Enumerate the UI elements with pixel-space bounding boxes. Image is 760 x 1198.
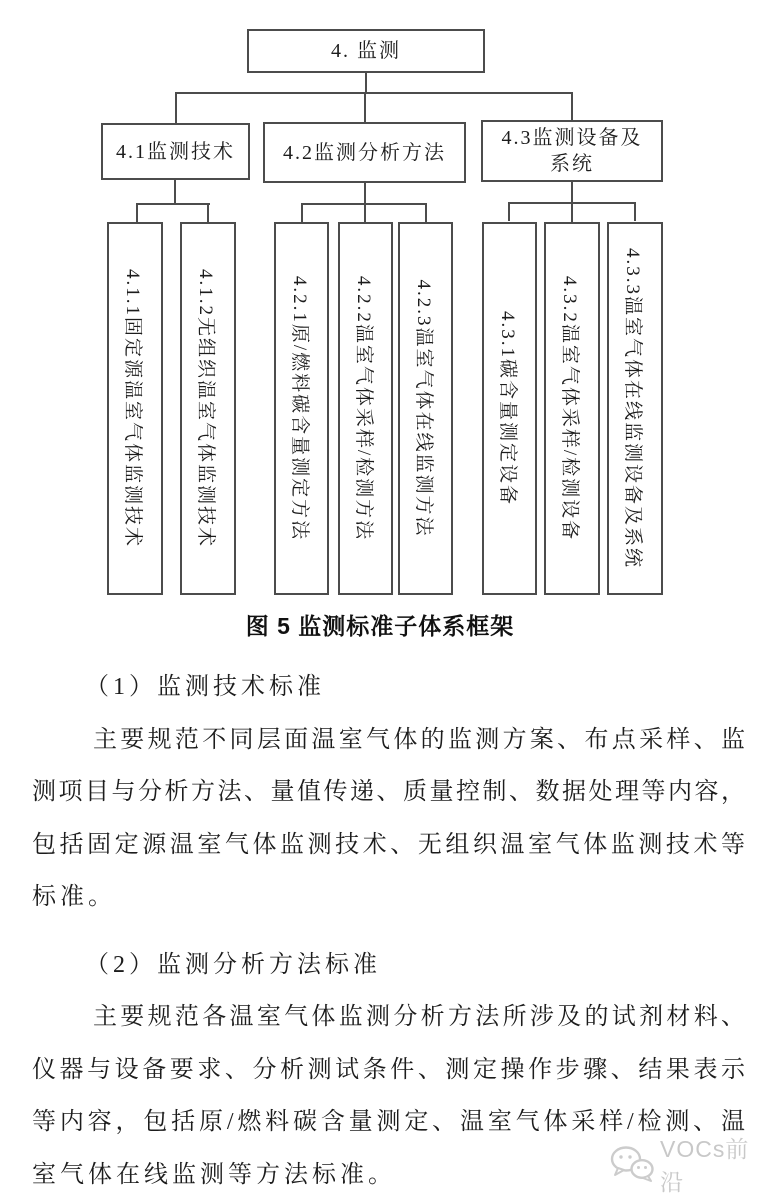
connector-line — [634, 202, 636, 221]
branch-box-4-1 — [101, 123, 250, 180]
leaf-box-label: 4.2.1原/燃料碳含量测定方法 — [289, 275, 311, 542]
connector-line — [175, 92, 177, 123]
leaf-box-label: 4.3.1碳含量测定设备 — [497, 310, 519, 506]
connector-line — [508, 202, 636, 204]
leaf-box-label: 4.2.3温室气体在线监测方法 — [413, 279, 435, 538]
branch-box-4-3 — [481, 120, 663, 182]
branch-box-4-2 — [263, 122, 466, 183]
body-line: 测项目与分析方法、量值传递、质量控制、数据处理等内容， — [32, 779, 746, 805]
connector-line — [425, 203, 427, 223]
watermark-text: VOCs前沿 — [660, 1136, 750, 1195]
connector-line — [571, 92, 573, 120]
connector-line — [301, 203, 303, 223]
leaf-box-4-2-1 — [274, 222, 329, 595]
body-line: 标准。 — [32, 884, 116, 910]
body-line: 主要规范各温室气体监测分析方法所涉及的试剂材料、 — [93, 1004, 746, 1030]
section-heading: （2）监测分析方法标准 — [85, 951, 381, 978]
leaf-box-label: 4.2.2温室气体采样/检测方法 — [353, 275, 375, 542]
connector-line — [136, 203, 210, 205]
branch-box-label: 4.2监测分析方法 — [283, 141, 446, 164]
connector-line — [207, 203, 209, 223]
watermark — [610, 1136, 760, 1195]
body-text — [32, 661, 746, 1198]
branch-box-label: 4.1监测技术 — [116, 140, 235, 163]
body-line: 等内容，包括原/燃料碳含量测定、温室气体采样/检测、温 — [32, 1109, 746, 1135]
root-box-label: 4. 监测 — [331, 40, 401, 62]
body-line: 室气体在线监测等方法标准。 — [32, 1161, 396, 1188]
body-line: 主要规范不同层面温室气体的监测方案、布点采样、监 — [93, 726, 746, 753]
org-chart-root-box — [247, 29, 485, 73]
connector-line — [364, 92, 366, 122]
body-line: 包括固定源温室气体监测技术、无组织温室气体监测技术等 — [32, 831, 746, 858]
leaf-box-4-3-1 — [482, 222, 537, 595]
connector-line — [174, 180, 176, 203]
leaf-box-4-2-3 — [398, 222, 453, 595]
connector-line — [175, 92, 573, 94]
connector-line — [301, 203, 427, 205]
section-heading: （1）监测技术标准 — [85, 674, 325, 700]
leaf-box-4-3-2 — [544, 222, 600, 595]
section-1 — [32, 661, 746, 924]
leaf-box-label: 4.3.2温室气体采样/检测设备 — [559, 275, 581, 542]
branch-box-label: 4.3监测设备及系统 — [501, 127, 643, 175]
leaf-box-4-3-3 — [607, 222, 663, 595]
figure-caption: 图 5 监测标准子体系框架 — [245, 613, 515, 639]
wechat-chat-bubbles-icon — [610, 1146, 654, 1182]
leaf-box-4-1-1 — [107, 222, 163, 595]
connector-line — [136, 203, 138, 223]
leaf-box-label: 4.1.1固定源温室气体监测技术 — [122, 268, 144, 548]
leaf-box-label: 4.1.2无组织温室气体监测技术 — [195, 268, 217, 548]
leaf-box-4-1-2 — [180, 222, 236, 595]
body-line: 仪器与设备要求、分析测试条件、测定操作步骤、结果表示 — [32, 1056, 746, 1083]
leaf-box-4-2-2 — [338, 222, 393, 595]
leaf-box-label: 4.3.3温室气体在线监测设备及系统 — [622, 247, 644, 569]
connector-line — [365, 73, 367, 93]
connector-line — [508, 202, 510, 221]
